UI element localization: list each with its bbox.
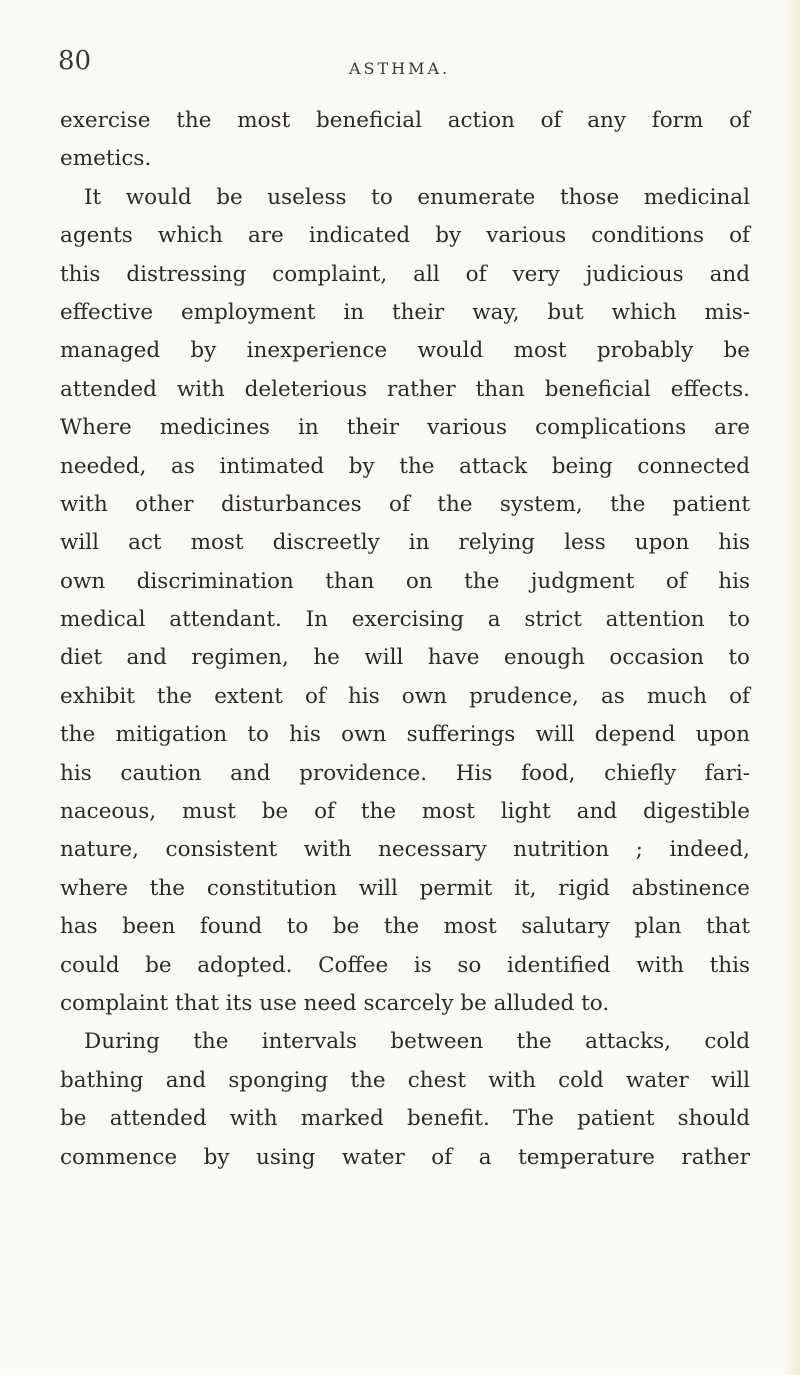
text-line: his caution and providence. His food, chiefly fari-: [60, 760, 750, 786]
running-head: ASTHMA.: [349, 59, 451, 78]
text-line: will act most discreetly in relying less upon his: [60, 530, 750, 556]
text-line: exhibit the extent of his own prudence, as much of: [60, 683, 750, 709]
text-line: naceous, must be of the most light and digestible: [60, 799, 750, 825]
text-line: has been found to be the most salutary plan that: [60, 914, 750, 940]
text-line: attended with deleterious rather than beneficial effects.: [60, 376, 750, 402]
text-line: diet and regimen, he will have enough occasion to: [60, 645, 750, 671]
text-line: agents which are indicated by various conditions of: [60, 223, 750, 249]
text-line: emetics.: [60, 146, 152, 172]
text-line: Where medicines in their various complications are: [60, 415, 750, 441]
text-line: effective employment in their way, but which mis-: [60, 299, 750, 325]
text-line: could be adopted. Coffee is so identified with this: [60, 952, 750, 978]
text-line: commence by using water of a temperature rather: [60, 1144, 750, 1170]
text-line: needed, as intimated by the attack being connected: [60, 453, 750, 479]
text-line: own discrimination than on the judgment of his: [60, 568, 750, 594]
text-line: During the intervals between the attacks, cold: [84, 1029, 750, 1055]
text-line: managed by inexperience would most probably be: [60, 338, 750, 364]
text-line: the mitigation to his own sufferings will depend upon: [60, 722, 750, 748]
text-line: complaint that its use need scarcely be alluded to.: [60, 990, 610, 1016]
text-line: with other disturbances of the system, the patient: [60, 491, 750, 517]
text-line: this distressing complaint, all of very judicious and: [60, 261, 750, 287]
text-line: nature, consistent with necessary nutrition ; indeed,: [60, 837, 750, 863]
text-line: It would be useless to enumerate those medicinal: [84, 184, 750, 210]
text-line: be attended with marked benefit. The patient should: [60, 1106, 750, 1132]
body-text: [60, 102, 750, 1177]
text-line: medical attendant. In exercising a strict attention to: [60, 607, 750, 633]
page-number: 80: [58, 46, 92, 76]
text-line: exercise the most beneficial action of any form of: [60, 108, 750, 133]
text-line: bathing and sponging the chest with cold water will: [60, 1067, 750, 1093]
page-edge-shadow: [786, 0, 800, 1375]
text-line: where the constitution will permit it, rigid abstinence: [60, 875, 750, 901]
